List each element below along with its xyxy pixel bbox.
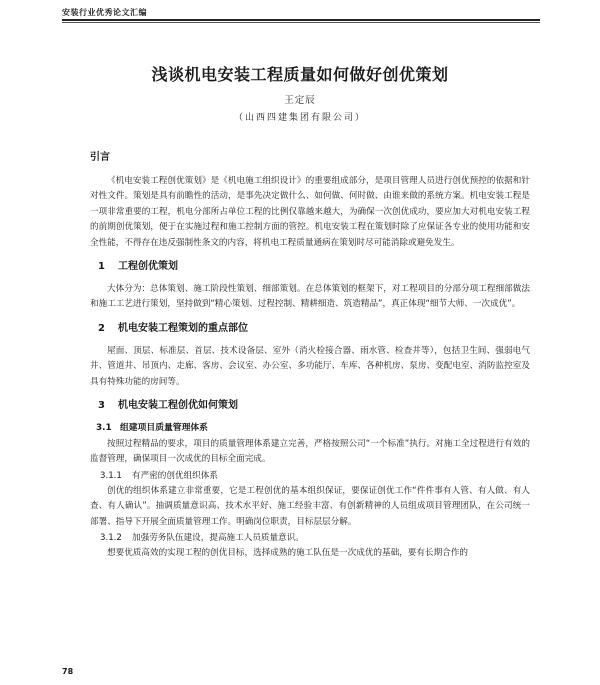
section-2-heading	[90, 321, 530, 337]
subsection-3-1-1-heading	[90, 469, 530, 484]
section-1-paragraph: 大体分为：总体策划、施工阶段性策划、细部策划。在总体策划的框架下，对工程项目的分部分项工程细部做法和施工工艺进行策划，坚持做到“精心策划、过程控制、精耕细造、筑造精品”，真正体现“细节大师、一次成优”。	[90, 284, 530, 310]
section-2-paragraph: 屋面、顶层、标准层、首层、技术设备层、室外（消火栓接合器、雨水管、检查井等），包括卫生间、强弱电气井、管道井、吊顶内、走廊、客房、会议室、办公室、多功能厅、车库、各种机房、泵房、变配电室、消防监控室及具有特殊功能的房间等。	[90, 345, 530, 387]
section-1-title: 工程创优策划	[118, 261, 178, 273]
section-3-heading	[90, 398, 530, 414]
subsection-3-1-1-title: 有严密的创优组织体系	[132, 470, 218, 481]
section-1-heading	[90, 259, 530, 275]
article-title: 浅谈机电安装工程质量如何做好创优策划	[151, 65, 449, 84]
subsection-3-1-title: 组建项目质量管理体系	[120, 423, 208, 434]
header-rule	[62, 19, 540, 21]
page-number: 78	[62, 667, 74, 676]
subsection-3-1-2-heading	[90, 531, 530, 546]
subsection-3-1-number: 3.1	[96, 423, 112, 434]
section-3-title: 机电安装工程创优如何策划	[118, 400, 238, 412]
intro-heading: 引言	[90, 152, 110, 163]
subsection-3-1-1-number: 3.1.1	[100, 470, 122, 481]
subsection-3-1-2-number: 3.1.2	[100, 533, 122, 544]
subsection-3-1-2-title: 加强劳务队伍建设，提高施工人员质量意识。	[132, 533, 304, 544]
subsection-3-1-paragraph: 按照过程精品的要求，项目的质量管理体系建立完善，严格按照公司“一个标准”执行。对施工全过程进行有效的监督管理，确保项目一次成优的目标全面完成。	[90, 439, 530, 465]
subsection-3-1-2-paragraph: 想要优质高效的实现工程的创优目标，选择成熟的施工队伍是一次成优的基础，要有长期合作的	[107, 548, 468, 559]
intro-paragraph: 《机电安装工程创优策划》是《机电施工组织设计》的重要组成部分，是项目管理人员进行创优预控的依据和针对性文件。策划是具有前瞻性的活动，是事先决定做什么、如何做、何时做、由谁来做的系统方案。机电安装工程是一项非常重要的工程，机电分部所占单位工程的比例仅靠越来越大，为确保一次创优成功，要应加大对机电安装工程的前期创优策划，便于在实施过程和施工控制方面的管控。机电安装工程在策划时除了应保证各专业的使用功能和安全性能，不得存在违反强制性条文的内容，将机电工程质量通病在策划时尽可能消除或避免发生。	[90, 176, 530, 248]
section-2-number: 2	[98, 322, 105, 334]
article-body	[90, 150, 530, 562]
article-affiliation: （山西四建集团有限公司）	[233, 113, 366, 123]
header-rule-thin	[62, 22, 540, 23]
subsection-3-1-1-paragraph: 创优的组织体系建立非常重要，它是工程创优的基本组织保证，要保证创优工作“件件事有人管、有人做、有人查、有人确认”。抽调质量意识高、技术水平好、施工经验丰富、有创新精神的人员组成项目管理团队，在公司统一部署、指导下开展全面质量管理工作。明确岗位职责，目标层层分解。	[90, 485, 530, 527]
subsection-3-1-heading	[90, 421, 530, 436]
running-head: 安装行业优秀论文汇编	[62, 8, 147, 17]
section-3-number: 3	[98, 400, 105, 412]
section-2-title: 机电安装工程策划的重点部位	[118, 322, 248, 334]
article-author: 王定辰	[284, 95, 316, 106]
section-1-number: 1	[98, 261, 105, 273]
